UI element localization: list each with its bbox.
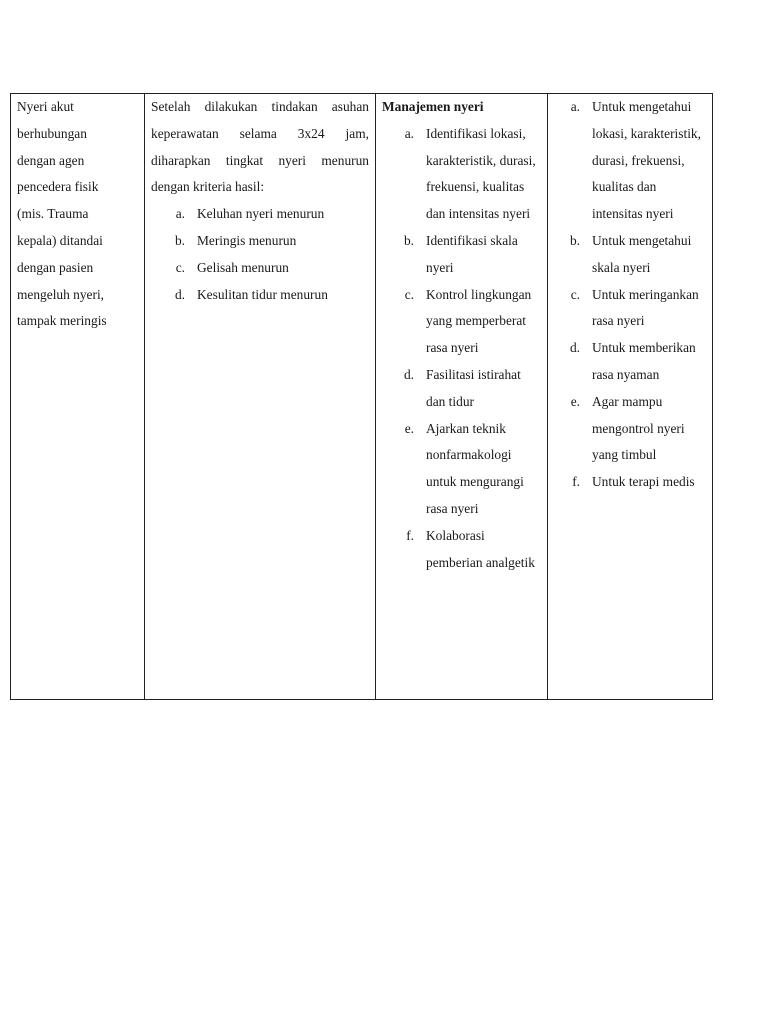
list-marker: e.	[570, 393, 580, 409]
intervention-text: Identifikasi skala nyeri	[426, 232, 518, 275]
criteria-text: Meringis menurun	[197, 232, 297, 248]
list-marker: d.	[569, 340, 580, 356]
intervention-list	[382, 121, 541, 577]
list-marker: d.	[174, 286, 185, 302]
intervention-text: Identifikasi lokasi, karakteristik, durasi, frekuensi, kualitas dan intensitas nyeri	[426, 125, 536, 222]
list-item	[566, 94, 706, 228]
list-marker: b.	[403, 232, 414, 248]
diagnosis-line: (mis. Trauma	[17, 206, 89, 222]
list-marker: c.	[404, 286, 414, 302]
list-marker: c.	[570, 286, 580, 302]
list-item	[382, 282, 541, 362]
list-item	[566, 469, 706, 496]
list-item	[382, 416, 541, 523]
intervention-title: Manajemen nyeri	[382, 99, 484, 114]
list-marker: a.	[570, 99, 580, 114]
list-item	[566, 335, 706, 389]
list-item	[151, 201, 369, 228]
rationale-text: Untuk mengetahui lokasi, karakteristik, durasi, frekuensi, kualitas dan intensitas nyeri	[592, 99, 701, 222]
criteria-list	[151, 201, 369, 308]
diagnosis-line: kepala) ditandai	[17, 232, 103, 248]
list-marker: a.	[404, 125, 414, 141]
list-marker: b.	[569, 232, 580, 248]
list-item	[382, 121, 541, 228]
diagnosis-line: dengan agen	[17, 152, 85, 168]
diagnosis-line: mengeluh nyeri,	[17, 286, 105, 302]
list-item	[151, 282, 369, 309]
diagnosis-line: tampak meringis	[17, 313, 107, 329]
diagnosis-line: dengan pasien	[17, 259, 94, 275]
rationale-text: Untuk meringankan rasa nyeri	[592, 286, 699, 329]
rationale-text: Untuk memberikan rasa nyaman	[592, 340, 696, 382]
list-item	[151, 255, 369, 282]
list-item	[566, 228, 706, 282]
diagnosis-cell	[11, 94, 145, 700]
list-item	[566, 282, 706, 336]
list-item	[382, 523, 541, 577]
diagnosis-line: Nyeri akut	[17, 99, 74, 114]
list-marker: f.	[572, 474, 580, 490]
list-item	[382, 362, 541, 416]
table-row	[11, 94, 713, 700]
list-marker: c.	[175, 259, 185, 275]
diagnosis-line: berhubungan	[17, 125, 87, 141]
rationale-list	[566, 94, 706, 496]
list-marker: f.	[406, 527, 414, 543]
goal-cell	[145, 94, 376, 700]
rationale-text: Untuk terapi medis	[592, 474, 695, 490]
criteria-text: Keluhan nyeri menurun	[197, 206, 325, 222]
list-marker: a.	[175, 206, 185, 222]
nursing-care-table	[10, 93, 713, 700]
list-item	[382, 228, 541, 282]
goal-intro: Setelah dilakukan tindakan asuhan keperawatan selama 3x24 jam, diharapkan tingkat nyeri menurun dengan kriteria hasil:	[151, 99, 369, 195]
intervention-text: Ajarkan teknik nonfarmakologi untuk mengurangi rasa nyeri	[426, 420, 524, 516]
rationale-text: Untuk mengetahui skala nyeri	[592, 232, 692, 275]
intervention-text: Kolaborasi pemberian analgetik	[426, 527, 535, 570]
diagnosis-line: pencedera fisik	[17, 179, 99, 195]
list-marker: b.	[174, 232, 185, 248]
list-marker: d.	[403, 366, 414, 382]
list-marker: e.	[404, 420, 414, 436]
intervention-text: Fasilitasi istirahat dan tidur	[426, 366, 521, 409]
rationale-cell	[548, 94, 713, 700]
diagnosis-text	[17, 94, 138, 335]
criteria-text: Kesulitan tidur menurun	[197, 286, 328, 302]
list-item	[566, 389, 706, 469]
list-item	[151, 228, 369, 255]
criteria-text: Gelisah menurun	[197, 259, 289, 275]
intervention-cell	[376, 94, 548, 700]
rationale-text: Agar mampu mengontrol nyeri yang timbul	[592, 393, 685, 463]
intervention-text: Kontrol lingkungan yang memperberat rasa nyeri	[426, 286, 532, 356]
